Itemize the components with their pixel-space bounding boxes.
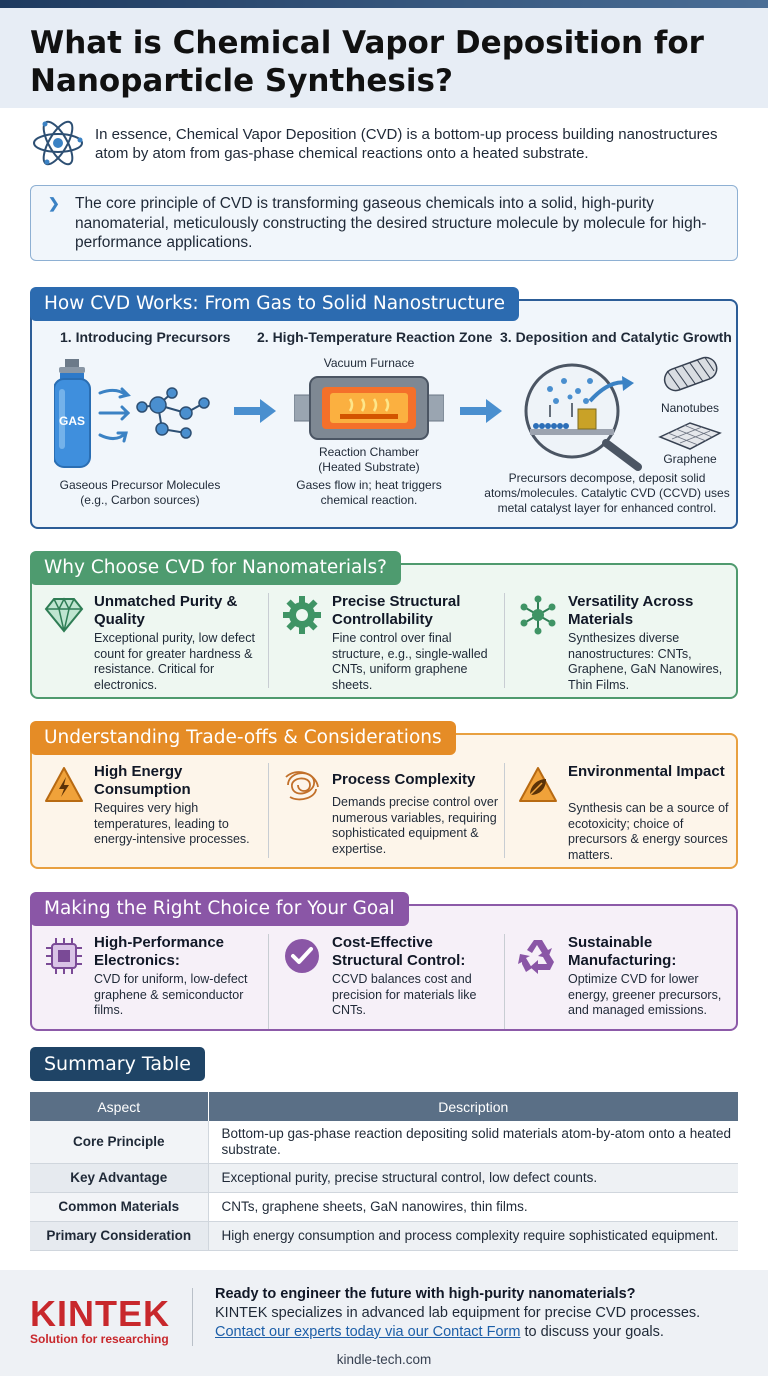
- callout-text: The core principle of CVD is transforming gaseous chemicals into a solid, high-purity nanomaterial, meticulously constructing the desired structure molecule by molecule for high-performance applications.: [75, 195, 707, 251]
- aspect-cell: Core Principle: [30, 1121, 208, 1163]
- step2-title: 2. High-Temperature Reaction Zone: [257, 329, 493, 345]
- card-title: Cost-Effective Structural Control:: [332, 934, 466, 969]
- top-accent-bar: [0, 0, 768, 8]
- card-title: High Energy Consumption: [94, 763, 191, 798]
- step1-title: 1. Introducing Precursors: [60, 329, 231, 345]
- summary-heading: Summary Table: [30, 1047, 205, 1081]
- card-title: Unmatched Purity & Quality: [94, 593, 238, 628]
- card-text: Demands precise control over numerous variables, requiring sophisticated equipment & expertise.: [332, 795, 499, 856]
- step2-caption-line1: Gases flow in; heat triggers: [296, 478, 442, 492]
- tradeoff-card: [34, 763, 262, 863]
- why-choose-cvd-section: [30, 557, 738, 699]
- table-row: [30, 1192, 738, 1221]
- column-header-description: Description: [208, 1092, 738, 1121]
- goal-card: [272, 934, 500, 1034]
- arrow-right-icon: [232, 396, 278, 426]
- description-cell: Exceptional purity, precise structural control, low defect counts.: [208, 1163, 738, 1192]
- warning-lightning-icon: [44, 765, 84, 805]
- card-text: Fine control over final structure, e.g., single-walled CNTs, uniform graphene sheets.: [332, 631, 488, 692]
- section-heading: Why Choose CVD for Nanomaterials?: [30, 551, 401, 585]
- divider: [504, 593, 505, 688]
- divider: [504, 934, 505, 1029]
- aspect-cell: Common Materials: [30, 1192, 208, 1221]
- aspect-cell: Key Advantage: [30, 1163, 208, 1192]
- contact-form-link[interactable]: Contact our experts today via our Contact Form: [215, 1324, 521, 1340]
- benefit-card: [34, 593, 262, 693]
- card-title: Sustainable Manufacturing:: [568, 934, 677, 969]
- chevron-right-icon: ❯: [48, 195, 60, 211]
- card-title: High-Performance Electronics:: [94, 934, 225, 969]
- nanotube-icon: [660, 353, 722, 397]
- card-text: Requires very high temperatures, leading to energy-intensive processes.: [94, 801, 250, 846]
- kintek-logo: [30, 1292, 180, 1332]
- table-header-row: [30, 1092, 738, 1121]
- goal-card: [508, 934, 736, 1034]
- card-title: Versatility Across Materials: [568, 593, 694, 628]
- description-cell: CNTs, graphene sheets, GaN nanowires, thin films.: [208, 1192, 738, 1221]
- table-row: [30, 1163, 738, 1192]
- cta-title: Ready to engineer the future with high-purity nanomaterials?: [215, 1286, 636, 1302]
- goal-card: [34, 934, 262, 1034]
- step3-caption-line3: metal catalyst layer for enhanced control.: [497, 501, 717, 515]
- intro-text: In essence, Chemical Vapor Deposition (CVD) is a bottom-up process building nanostructures atom by atom from gas-phase chemical reactions onto a heated substrate.: [95, 126, 718, 162]
- card-text: CCVD balances cost and precision for materials like CNTs.: [332, 972, 477, 1017]
- cta-tail-text: to discuss your goals.: [520, 1324, 664, 1340]
- footer-divider: [192, 1288, 193, 1346]
- check-circle-icon: [282, 936, 322, 976]
- divider: [268, 593, 269, 688]
- cta-contact-line: [215, 1324, 664, 1340]
- vacuum-furnace-icon: [294, 373, 444, 443]
- card-title: Precise Structural Controllability: [332, 593, 461, 628]
- chip-icon: [44, 936, 84, 976]
- step1-caption-line2: (e.g., Carbon sources): [80, 493, 200, 507]
- magnifier-deposition-icon: [520, 361, 644, 473]
- page-title: What is Chemical Vapor Deposition for Nanoparticle Synthesis?: [30, 25, 704, 99]
- diamond-icon: [44, 595, 84, 635]
- section-heading: Understanding Trade-offs & Considerations: [30, 721, 456, 755]
- step2-caption-line2: chemical reaction.: [320, 493, 418, 507]
- nanotubes-label: Nanotubes: [660, 401, 720, 415]
- graphene-label: Graphene: [663, 452, 717, 466]
- card-text: Optimize CVD for lower energy, greener precursors, and managed emissions.: [568, 972, 722, 1017]
- table-row: [30, 1221, 738, 1250]
- gas-cylinder-molecules-icon: [54, 359, 224, 471]
- tradeoff-card: [508, 763, 736, 863]
- website-url[interactable]: kindle-tech.com: [336, 1352, 432, 1367]
- gear-icon: [282, 595, 322, 635]
- card-text: Synthesis can be a source of ecotoxicity; choice of precursors & energy sources matters.: [568, 801, 729, 862]
- step3-caption-line1: Precursors decompose, deposit solid: [508, 471, 706, 485]
- chamber-label-line2: (Heated Substrate): [318, 460, 420, 474]
- description-cell: Bottom-up gas-phase reaction depositing solid materials atom-by-atom onto a heated substrate.: [208, 1121, 738, 1163]
- benefit-card: [272, 593, 500, 693]
- card-title: Process Complexity: [332, 771, 476, 788]
- divider: [504, 763, 505, 858]
- benefit-card: [508, 593, 736, 693]
- cta-text: KINTEK specializes in advanced lab equipment for precise CVD processes.: [215, 1305, 701, 1321]
- gas-label: GAS: [58, 414, 86, 428]
- chamber-label-line1: Reaction Chamber: [318, 445, 420, 459]
- intro-block: [30, 118, 740, 174]
- molecule-icon: [518, 595, 558, 635]
- description-cell: High energy consumption and process complexity require sophisticated equipment.: [208, 1221, 738, 1250]
- warning-leaf-icon: [518, 765, 558, 805]
- core-principle-callout: [30, 185, 738, 261]
- column-header-aspect: Aspect: [30, 1092, 208, 1121]
- recycle-icon: [518, 936, 558, 976]
- footer: [0, 1270, 768, 1376]
- logo-tagline: Solution for researching: [30, 1332, 169, 1346]
- card-text: Exceptional purity, low defect count for greater hardness & resistance. Critical for electronics.: [94, 631, 255, 692]
- divider: [268, 763, 269, 858]
- title-banner: [0, 8, 768, 108]
- divider: [268, 934, 269, 1029]
- card-title: Environmental Impact: [568, 763, 725, 780]
- table-row: [30, 1121, 738, 1163]
- step3-title: 3. Deposition and Catalytic Growth: [500, 329, 732, 345]
- card-text: Synthesizes diverse nanostructures: CNTs, Graphene, GaN Nanowires, Thin Films.: [568, 631, 723, 692]
- step1-caption-line1: Gaseous Precursor Molecules: [59, 478, 221, 492]
- tradeoff-card: [272, 763, 500, 863]
- furnace-label: Vacuum Furnace: [323, 356, 415, 370]
- atom-icon: [30, 118, 86, 168]
- section-heading: How CVD Works: From Gas to Solid Nanostructure: [30, 287, 519, 321]
- card-text: CVD for uniform, low-defect graphene & semiconductor films.: [94, 972, 248, 1017]
- aspect-cell: Primary Consideration: [30, 1221, 208, 1250]
- tradeoffs-section: [30, 727, 738, 869]
- step3-caption-line2: atoms/molecules. Catalytic CVD (CCVD) uses: [484, 486, 730, 500]
- summary-table: [30, 1092, 738, 1251]
- logo-text: KINTEK: [30, 1293, 170, 1332]
- right-choice-section: [30, 898, 738, 1031]
- graphene-sheet-icon: [658, 419, 722, 451]
- tangle-icon: [282, 765, 322, 805]
- how-cvd-works-section: [30, 293, 738, 529]
- arrow-right-icon: [458, 396, 504, 426]
- section-heading: Making the Right Choice for Your Goal: [30, 892, 409, 926]
